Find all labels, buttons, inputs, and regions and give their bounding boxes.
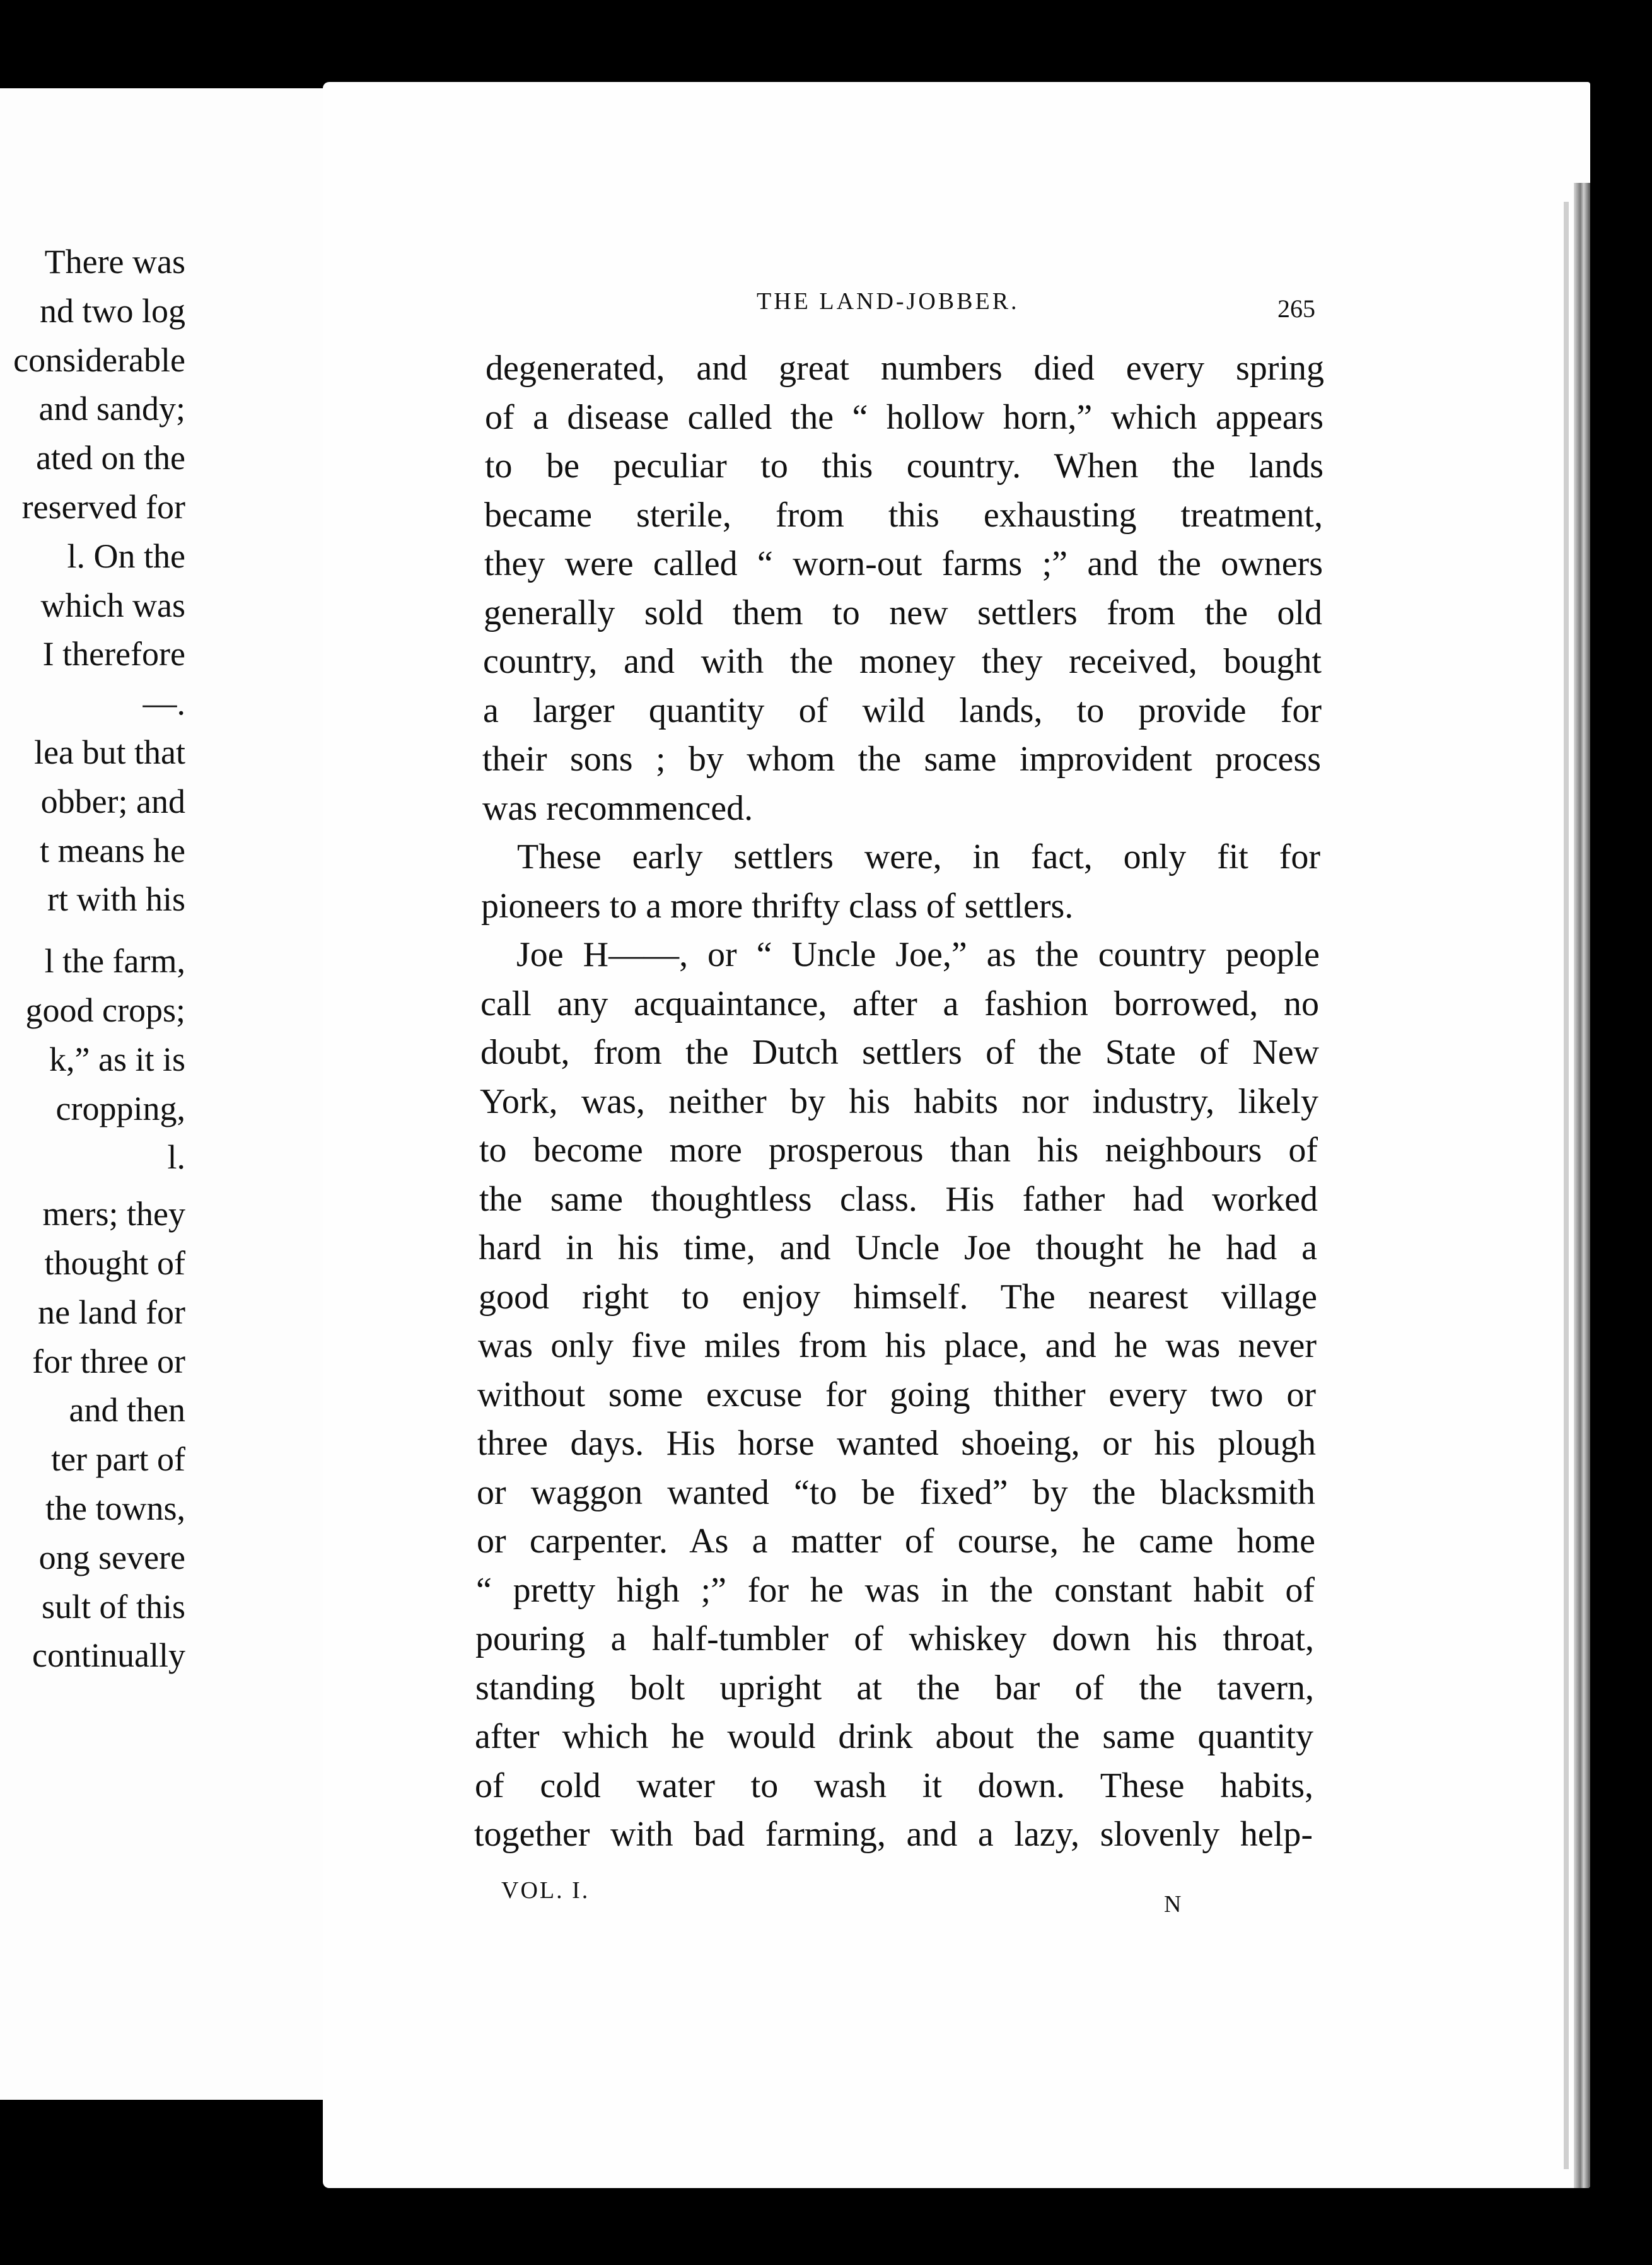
body-line: to be peculiar to this country. When the lands <box>485 446 1323 486</box>
left-page-line: nd two log <box>39 291 185 330</box>
body-line: hard in his time, and Uncle Joe thought he had a <box>479 1228 1317 1267</box>
body-line: without some excuse for going thither every two or <box>477 1375 1316 1414</box>
body-line: was only five miles from his place, and he was never <box>478 1326 1317 1365</box>
body-line: their sons ; by whom the same improvident process <box>482 740 1321 779</box>
signature-mark: VOL. I. <box>501 1877 590 1904</box>
left-page-line: There was <box>44 243 185 281</box>
left-page-line: ated on the <box>36 439 185 477</box>
left-facing-page <box>0 88 334 2100</box>
running-head: THE LAND-JOBBER. <box>757 288 1020 315</box>
body-line: good right to enjoy himself. The nearest village <box>479 1277 1317 1317</box>
body-line: or carpenter. As a matter of course, he came home <box>477 1522 1315 1561</box>
body-line: These early settlers were, in fact, only fit for <box>517 837 1320 876</box>
body-line: together with bad farming, and a lazy, slovenly help- <box>474 1815 1313 1854</box>
left-page-line: l. On the <box>67 537 185 575</box>
body-line: York, was, neither by his habits nor industry, likely <box>480 1081 1318 1121</box>
left-page-line: which was <box>40 586 185 624</box>
left-page-line: continually <box>32 1636 185 1675</box>
left-page-line: rt with his <box>47 880 185 919</box>
body-line: or waggon wanted “to be fixed” by the blacksmith <box>477 1472 1315 1512</box>
body-line: doubt, from the Dutch settlers of the State of New <box>480 1033 1319 1072</box>
body-line: degenerated, and great numbers died every spring <box>486 349 1324 388</box>
body-line: “ pretty high ;” for he was in the constant habit of <box>476 1570 1315 1610</box>
left-page-line: and sandy; <box>38 390 185 428</box>
left-page-line: l the farm, <box>44 942 185 981</box>
signature-letter: N <box>1164 1891 1182 1918</box>
left-page-line: t means he <box>40 831 185 870</box>
left-page-line: —. <box>143 684 185 723</box>
body-line: was recommenced. <box>482 788 753 828</box>
left-page-line: ter part of <box>51 1440 185 1479</box>
left-page-line: and then <box>69 1391 185 1429</box>
left-page-line: ong severe <box>38 1538 185 1576</box>
body-line: pouring a half-tumbler of whiskey down his throat, <box>475 1619 1314 1658</box>
left-page-line: reserved for <box>21 488 185 526</box>
left-page-line: sult of this <box>41 1587 185 1626</box>
left-page-line: cropping, <box>55 1089 185 1127</box>
body-line: generally sold them to new settlers from the old <box>484 593 1322 632</box>
body-line: the same thoughtless class. His father had worked <box>479 1179 1318 1219</box>
body-line: call any acquaintance, after a fashion borrowed, no <box>480 984 1319 1023</box>
body-line: became sterile, from this exhausting treatment, <box>484 495 1323 535</box>
body-line: to become more prosperous than his neighbours of <box>479 1131 1318 1170</box>
body-line: pioneers to a more thrifty class of settlers. <box>481 886 1074 926</box>
left-page-line: thought of <box>44 1244 185 1282</box>
body-line: country, and with the money they received, bought <box>483 642 1322 681</box>
body-line: standing bolt upright at the bar of the tavern, <box>475 1668 1314 1708</box>
left-page-line: k,” as it is <box>49 1040 185 1078</box>
left-page-line: l. <box>167 1138 185 1177</box>
left-page-line: for three or <box>32 1342 185 1380</box>
body-line: of a disease called the “ hollow horn,” which appears <box>485 397 1323 437</box>
body-line: after which he would drink about the same quantity <box>475 1717 1313 1756</box>
body-line: they were called “ worn-out farms ;” and the owners <box>484 544 1323 583</box>
page-edge <box>1574 183 1590 2188</box>
left-page-line: considerable <box>13 341 185 379</box>
page-edge-inner <box>1564 202 1569 2169</box>
left-page-line: lea but that <box>34 733 185 771</box>
left-page-line: the towns, <box>45 1489 185 1527</box>
body-line: of cold water to wash it down. These habits, <box>475 1766 1313 1805</box>
left-page-line: mers; they <box>42 1195 185 1233</box>
left-page-line: I therefore <box>42 635 185 673</box>
body-line: a larger quantity of wild lands, to provide for <box>483 690 1322 730</box>
body-line: Joe H——, or “ Uncle Joe,” as the country people <box>516 935 1320 974</box>
left-page-line: ne land for <box>38 1293 185 1331</box>
left-page-line: good crops; <box>25 991 185 1029</box>
left-page-line: obber; and <box>40 782 185 820</box>
body-line: three days. His horse wanted shoeing, or his plough <box>477 1424 1316 1463</box>
page-number: 265 <box>1277 294 1315 323</box>
